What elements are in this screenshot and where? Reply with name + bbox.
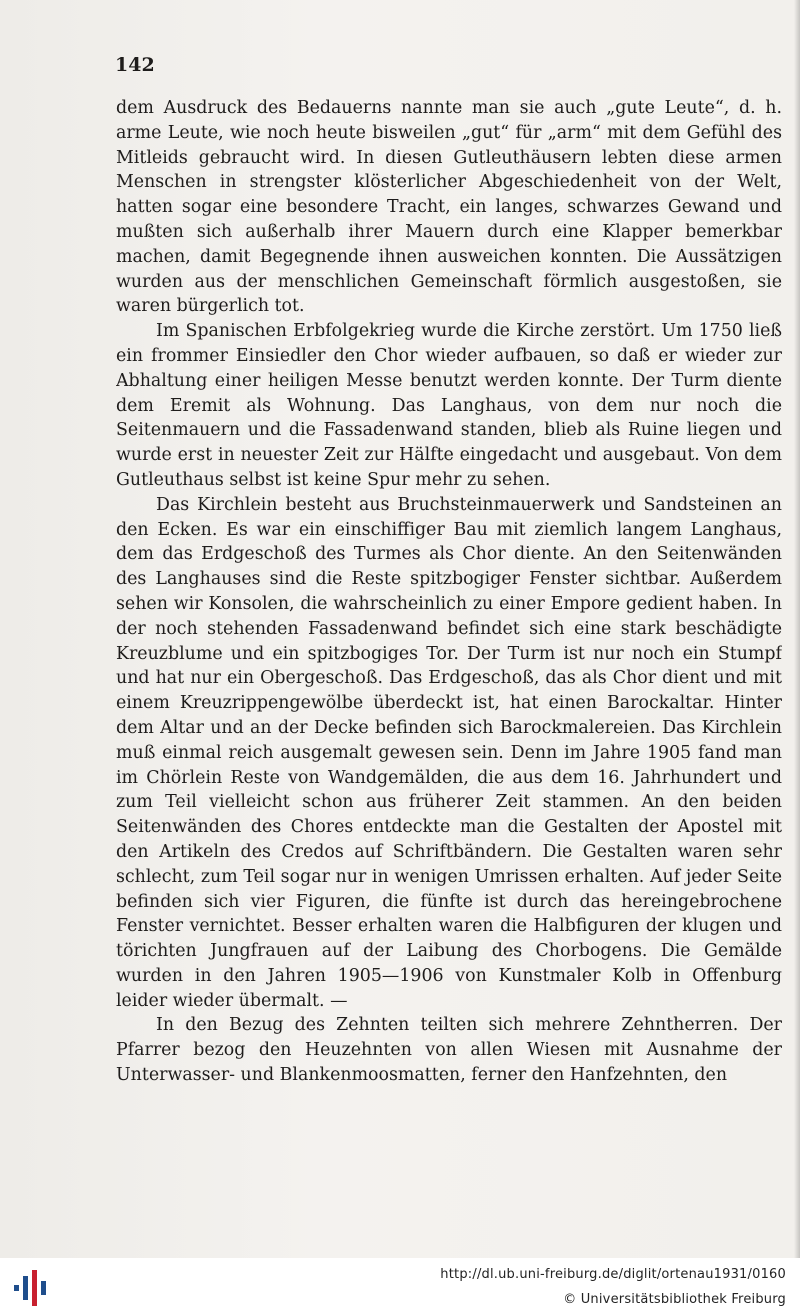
paragraph-3: Das Kirchlein besteht aus Bruchsteinmauerwerk und Sandsteinen an den Ecken. Es war ein einschiffiger Bau mit ziemlich langem Langhaus, dem das Erdgeschoß des Turmes als Chor diente. An den Seitenwänden des Langhauses sind die Reste spitzbogiger Fenster sichtbar. Außerdem sehen wir Konsolen, die wahrscheinlich zu einer Empore gedient haben. In der noch stehenden Fassadenwand befindet sich eine stark beschädigte Kreuzblume und ein spitzbogiges Tor. Der Turm ist nur noch ein Stumpf und hat nur ein Obergeschoß. Das Erdgeschoß, das als Chor dient und mit einem Kreuzrippengewölbe überdeckt ist, hat einen Barockaltar. Hinter dem Altar und an der Decke befinden sich Barockmalereien. Das Kirchlein muß einmal reich ausgemalt gewesen sein. Denn im Jahre 1905 fand man im Chörlein Reste von Wandgemälden, die aus dem 16. Jahrhundert und zum Teil vielleicht schon aus früherer Zeit stammen. An den beiden Seitenwänden des Chores entdeckte man die Gestalten der Apostel mit den Artikeln des Credos auf Schriftbändern. Die Gestalten waren sehr schlecht, zum Teil sogar nur in wenigen Umrissen erhalten. Auf jeder Seite befinden sich vier Figuren, die fünfte ist durch das hereingebrochene Fenster vernichtet. Besser erhalten waren die Halbfiguren der klugen und törichten Jungfrauen auf der Laibung des Chorbogens. Die Gemälde wurden in den Jahren 1905—1906 von Kunstmaler Kolb in Offenburg leider wieder übermalt. — [116,494,782,1011]
paragraph-2: Im Spanischen Erbfolgekrieg wurde die Kirche zerstört. Um 1750 ließ ein frommer Einsiedler den Chor wieder aufbauen, so daß er wieder zur Abhaltung einer heiligen Messe benutzt werden konnte. Der Turm diente dem Eremit als Wohnung. Das Langhaus, von dem nur noch die Seitenmauern und die Fassadenwand standen, blieb als Ruine liegen und wurde erst in neuester Zeit zur Hälfte eingedacht und ausgebaut. Von dem Gutleuthaus selbst ist keine Spur mehr zu sehen. [116,321,782,490]
paragraph-4: In den Bezug des Zehnten teilten sich mehrere Zehntherren. Der Pfarrer bezog den Heuzehnten von allen Wiesen mit Ausnahme der Unterwasser- und Blankenmoosmatten, ferner den Hanfzehnten, den [116,1015,782,1086]
paragraph-1: dem Ausdruck des Bedauerns nannte man sie auch „gute Leute“, d. h. arme Leute, wie noch heute bisweilen „gut“ für „arm“ mit dem Gefühl des Mitleids gebraucht wird. In diesen Gutleuthäusern lebten diese armen Menschen in strengster klösterlicher Abgeschiedenheit von der Welt, hatten sogar eine besondere Tracht, ein langes, schwarzes Gewand und mußten sich außerhalb ihrer Mauern durch eine Klapper bemerkbar machen, damit Begegnende ihnen ausweichen konnten. Die Aussätzigen wurden aus der menschlichen Gemeinschaft förmlich ausgestoßen, sie waren bürgerlich tot. [116,98,782,317]
body-text [116,96,782,1150]
ub-freiburg-logo-icon[interactable] [10,1268,52,1308]
page-number: 142 [115,54,155,76]
source-url-link[interactable]: http://dl.ub.uni-freiburg.de/diglit/ortenau1931/0160 [440,1267,786,1282]
copyright-notice: © Universitätsbibliothek Freiburg [563,1292,786,1307]
viewer-footer [0,1258,800,1316]
page-edge-shadow [794,0,800,1258]
